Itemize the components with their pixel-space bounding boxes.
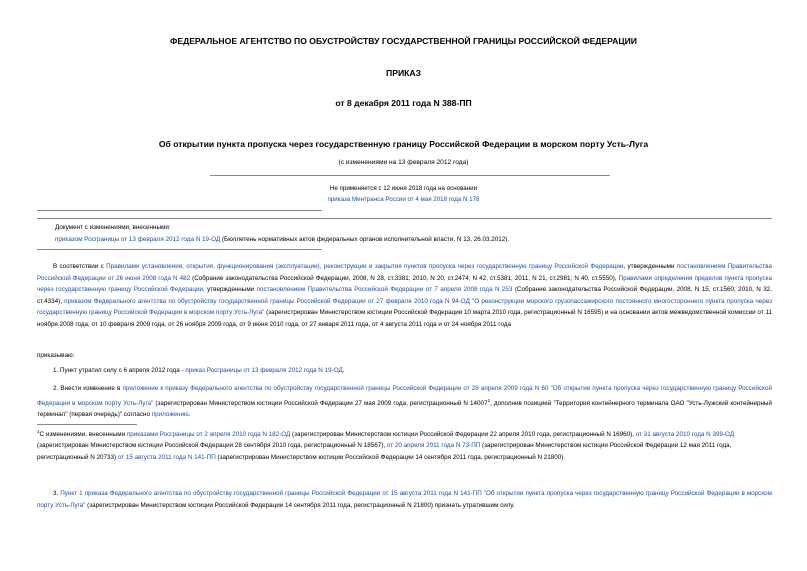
preamble-text: (Собрание законодательства Российской Федерации, 2008, N 15, ст.1560; 2010, N 32, ст.4334), [37, 286, 772, 305]
preamble-link[interactable]: постановлением Правительства Российской Федерации от 7 апреля 2008 года N 253 [256, 286, 513, 294]
footnote-link[interactable]: приказами Росграницы от 2 апреля 2010 года N 182-ОД [126, 431, 291, 439]
document-type: ПРИКАЗ [386, 68, 421, 78]
divider [37, 210, 322, 211]
status-note-link[interactable]: приказа Минтранса России от 4 мая 2018 года N 178 [327, 196, 480, 203]
amended-doc-label: Документ с изменениями, внесенными: [55, 224, 171, 231]
footnote [37, 426, 772, 463]
item-text: , дополнив позицией "Территория контейнерного терминала ОАО "Усть-Лужский контейнерный терминал" (первая очередь)" согласно [37, 399, 772, 419]
footnote-text: (зарегистрирован Министерством юстиции Российской Федерации 22 апреля 2010 года, регистрационный N 16960), [290, 431, 636, 439]
preamble-link[interactable]: постановлением Правительства Российской Федерации от 26 июня 2008 года N 482 [37, 263, 772, 282]
amended-doc-link[interactable]: приказом Росграницы от 13 февраля 2012 года N 19-ОД [55, 235, 221, 243]
preamble-text: , утвержденными [623, 263, 677, 270]
item-text: (зарегистрирован Министерством юстиции Российской Федерации 27 мая 2009 года, регистрационный N 14007 [153, 399, 488, 407]
footnote-text: (зарегистрирован Министерством юстиции Российской Федерации 28 сентября 2010 года, регистрационный N 18567), [37, 442, 387, 450]
footnote-text: С изменениями, внесенными [39, 431, 127, 439]
item-link[interactable]: приложение к приказу Федерального агентства по обустройству государственной границы Российской Федерации от 28 апреля 2009 года N 60 "Об открытии пункта пропуска через государственную границу Российской Федерации в морском порту Усть-Луга" [37, 385, 772, 407]
item-text: 1. Пункт утратил силу с 6 апреля 2012 года - [53, 367, 186, 374]
preamble-link[interactable]: Правилами установления, открытия, функционирования (эксплуатации), реконструкции и закрытия пунктов пропуска через государственную границу Российской Федерации [106, 263, 624, 270]
item-1 [37, 365, 772, 377]
status-note [0, 183, 807, 205]
status-note-text: Не применяется с 12 июня 2018 года на основании [329, 185, 478, 192]
order-word: приказываю: [37, 352, 75, 359]
footnote-text: (зарегистрирован Министерством юстиции Российской Федерации 12 мая 2011 года, регистрационный N 20733) [37, 442, 732, 461]
footnote-link[interactable]: от 15 августа 2011 года N 141-ПП [117, 453, 216, 461]
amended-doc-source: (Бюллетень нормативных актов федеральных органов исполнительной власти, N 13, 26.03.2012). [220, 235, 510, 243]
preamble-text: , утвержденными [202, 286, 257, 294]
footnote-divider [37, 424, 137, 425]
agency-heading: ФЕДЕРАЛЬНОЕ АГЕНТСТВО ПО ОБУСТРОЙСТВУ ГОСУДАРСТВЕННОЙ ГРАНИЦЫ РОССИЙСКОЙ ФЕДЕРАЦИИ [170, 36, 637, 46]
item-text: . [342, 367, 345, 374]
preamble-link[interactable]: приказом Федерального агентства по обустройству государственной границы Российской Федерации от 27 февраля 2010 года N 94-ОД "О реконструкции морского грузопассажирского постоянного многостороннего пункта пропуска через государственную границу Российской Федерации в морском порту Усть-Луга" [37, 297, 772, 317]
divider [37, 218, 772, 219]
footnote-marker: 1 [37, 429, 40, 434]
preamble-link[interactable]: Правилами определения пределов пункта пропуска через государственную границу Российской Федерации [37, 274, 772, 294]
item-link[interactable]: Пункт 1 приказа Федерального агентства по обустройству государственной границы Российской Федерации от 15 августа 2011 года N 141-ПП "Об открытии пункта пропуска через государственную границу Российской Федерации в морском порту Усть-Луга" [37, 490, 772, 509]
document-date-number: от 8 декабря 2011 года N 388-ПП [335, 98, 472, 108]
footnote-link[interactable]: от 31 августа 2010 года N 399-ОД [635, 431, 735, 439]
item-3 [37, 488, 772, 511]
appendix-link[interactable]: приложению [151, 411, 189, 419]
preamble-text: (Собрание законодательства Российской Федерации, 2008, N 28, ст.3381; 2010, N 20, ст.2474; N 42, ст.5381; 2011, N 21, ст.2981; N 40, ст.5550), [190, 274, 619, 282]
footnote-text: (зарегистрирован Министерством юстиции Российской Федерации 14 сентября 2011 года, регистрационный N 21800). [215, 453, 566, 461]
amended-doc-note [55, 222, 755, 245]
item-link[interactable]: приказ Росграницы от 13 февраля 2012 года N 19-ОД [185, 367, 343, 374]
preamble-paragraph [37, 261, 772, 331]
item-2 [37, 383, 772, 421]
footnote-link[interactable]: от 20 апреля 2011 года N 73-ПП [386, 442, 481, 450]
item-text: 3. [53, 490, 61, 497]
item-text: 2. Внести изменение в [53, 385, 123, 392]
document-title: Об открытии пункта пропуска через государственную границу Российской Федерации в морском порту Усть-Луга [158, 139, 649, 149]
footnote-marker: 1 [487, 397, 491, 403]
preamble-text: (зарегистрирован Министерством юстиции Российской Федерации 10 марта 2010 года, регистрационный N 16595) и на основании актов межведомственной комиссии от 11 ноября 2008 года, от 10 февраля 2009 года, от 26 ноября 2009 года, от 9 июня 2010 года, от 27 января 2011 года, от 4 августа 2011 года и от 24 ноября 2011 года [37, 309, 772, 328]
amendments-note: (с изменениями на 13 февраля 2012 года) [338, 159, 469, 166]
divider [210, 175, 610, 176]
item-text: (зарегистрирован Министерством юстиции Российской Федерации 14 сентября 2011 года, регистрационный N 21800) признать утратившим силу. [85, 501, 515, 509]
divider [37, 249, 322, 250]
item-text: . [188, 411, 191, 419]
preamble-text: В соответствии с [53, 263, 107, 270]
